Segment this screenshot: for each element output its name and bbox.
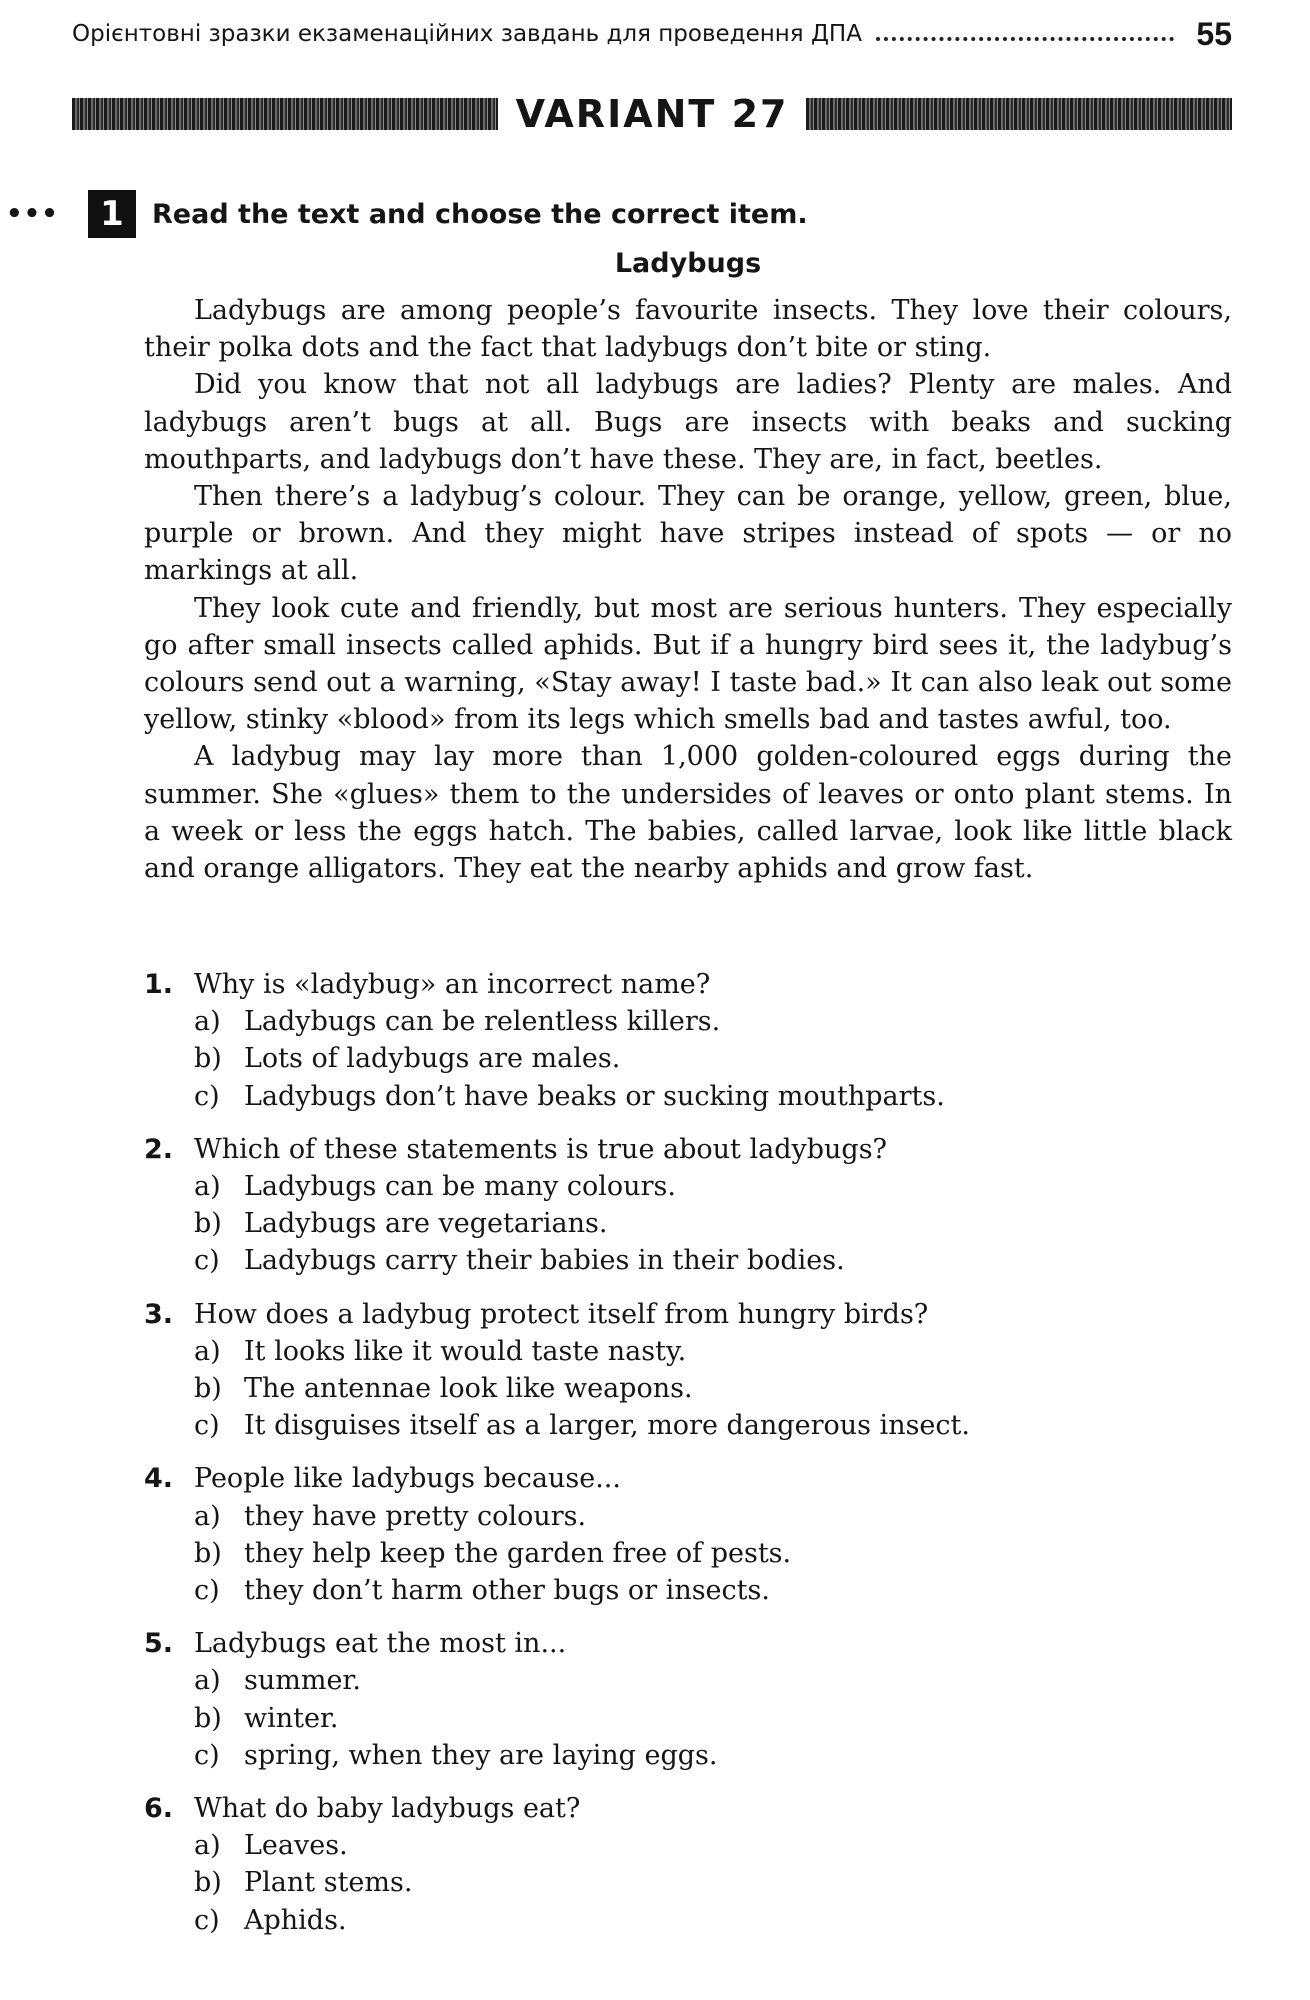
question-number: 6. <box>144 1793 174 1825</box>
option-text: they help keep the garden free of pests. <box>244 1537 792 1569</box>
answer-option[interactable] <box>144 1737 1232 1774</box>
option-text: they have pretty colours. <box>244 1500 587 1532</box>
dotted-leader <box>876 27 1174 41</box>
question-1 <box>144 966 1232 1115</box>
option-text: Ladybugs are vegetarians. <box>244 1208 608 1240</box>
banner-band-right <box>806 98 1232 130</box>
option-letter: b) <box>194 1208 222 1240</box>
answer-option[interactable] <box>144 1864 1232 1901</box>
question-number: 1. <box>144 969 174 1000</box>
reading-passage <box>144 292 1232 887</box>
answer-option[interactable] <box>144 1407 1232 1444</box>
question-number: 3. <box>144 1298 174 1330</box>
question-text: Which of these statements is true about ladybugs? <box>194 1133 888 1165</box>
question-number: 4. <box>144 1463 174 1495</box>
answer-option[interactable] <box>144 1242 1232 1279</box>
option-letter: b) <box>194 1373 222 1405</box>
task-dots-icon: ••• <box>6 199 59 229</box>
option-text: they don’t harm other bugs or insects. <box>244 1575 770 1607</box>
option-letter: c) <box>194 1904 220 1936</box>
option-text: The antennae look like weapons. <box>244 1373 693 1405</box>
option-letter: a) <box>194 1830 221 1862</box>
option-text: Plant stems. <box>244 1867 413 1899</box>
option-letter: a) <box>194 1665 221 1697</box>
answer-option[interactable] <box>144 1572 1232 1609</box>
answer-option[interactable] <box>144 1370 1232 1407</box>
page-number: 55 <box>1196 15 1232 52</box>
paragraph: Ladybugs are among people’s favourite insects. They love their colours, their polka dots and the fact that ladybugs don’t bite or sting. <box>144 295 1232 364</box>
answer-option[interactable] <box>144 1535 1232 1572</box>
option-text: Aphids. <box>244 1904 347 1936</box>
question-text: People like ladybugs because... <box>194 1463 621 1495</box>
option-letter: a) <box>194 1335 221 1367</box>
answer-option[interactable] <box>144 1902 1232 1939</box>
answer-option[interactable] <box>144 1498 1232 1535</box>
option-letter: b) <box>194 1702 222 1734</box>
option-text: Ladybugs can be relentless killers. <box>244 1006 721 1038</box>
question-5 <box>144 1625 1232 1774</box>
option-letter: c) <box>194 1245 220 1277</box>
option-text: Ladybugs don’t have beaks or sucking mouthparts. <box>244 1080 945 1112</box>
option-letter: c) <box>194 1080 220 1112</box>
question-4 <box>144 1460 1232 1609</box>
option-letter: a) <box>194 1500 221 1532</box>
option-letter: b) <box>194 1043 222 1075</box>
option-letter: c) <box>194 1410 220 1442</box>
option-letter: a) <box>194 1171 221 1203</box>
paragraph: Then there’s a ladybug’s colour. They can be orange, yellow, green, blue, purple or brown. And they might have stripes instead of spots — or no markings at all. <box>144 481 1232 587</box>
option-letter: a) <box>194 1006 221 1038</box>
variant-title: VARIANT 27 <box>515 92 789 136</box>
answer-option[interactable] <box>144 1827 1232 1864</box>
question-list <box>144 966 1232 1955</box>
question-text: Ladybugs eat the most in... <box>194 1628 567 1660</box>
question-6 <box>144 1790 1232 1939</box>
answer-option[interactable] <box>144 1333 1232 1370</box>
answer-option[interactable] <box>144 1168 1232 1205</box>
option-text: summer. <box>244 1665 361 1697</box>
task-number-badge: 1 <box>88 190 136 238</box>
option-letter: c) <box>194 1739 220 1771</box>
paragraph: They look cute and friendly, but most are serious hunters. They especially go after small insects called aphids. But if a hungry bird sees it, the ladybug’s colours send out a warning, «Stay away! I taste bad.» It can also leak out some yellow, stinky «blood» from its legs which smells bad and tastes awful, too. <box>144 592 1232 736</box>
text-title: Ladybugs <box>614 248 762 279</box>
option-text: winter. <box>244 1702 339 1734</box>
task-heading <box>0 186 1232 242</box>
paragraph: Did you know that not all ladybugs are ladies? Plenty are males. And ladybugs aren’t bugs at all. Bugs are insects with beaks and sucking mouthparts, and ladybugs don’t have these. They are, in fact, beetles. <box>144 369 1232 475</box>
answer-option[interactable] <box>144 1003 1232 1040</box>
answer-option[interactable] <box>144 1040 1232 1077</box>
answer-option[interactable] <box>144 1205 1232 1242</box>
question-text: What do baby ladybugs eat? <box>194 1793 581 1825</box>
answer-option[interactable] <box>144 1078 1232 1115</box>
option-letter: b) <box>194 1537 222 1569</box>
question-text: Why is «ladybug» an incorrect name? <box>194 969 711 1000</box>
running-header <box>72 14 1232 54</box>
option-text: It looks like it would taste nasty. <box>244 1335 687 1367</box>
answer-option[interactable] <box>144 1700 1232 1737</box>
running-title: Орієнтовні зразки екзаменаційних завдань для проведення ДПА <box>72 21 862 47</box>
banner-band-left <box>72 98 498 130</box>
task-instruction: Read the text and choose the correct item. <box>152 198 808 230</box>
option-text: Lots of ladybugs are males. <box>244 1043 621 1075</box>
option-text: Ladybugs can be many colours. <box>244 1171 676 1203</box>
option-letter: c) <box>194 1575 220 1607</box>
option-text: Leaves. <box>244 1830 348 1862</box>
question-number: 5. <box>144 1628 174 1660</box>
answer-option[interactable] <box>144 1662 1232 1699</box>
question-3 <box>144 1296 1232 1445</box>
question-2 <box>144 1131 1232 1280</box>
option-text: It disguises itself as a larger, more dangerous insect. <box>244 1410 970 1442</box>
option-text: spring, when they are laying eggs. <box>244 1739 718 1771</box>
option-letter: b) <box>194 1867 222 1899</box>
question-text: How does a ladybug protect itself from hungry birds? <box>194 1298 929 1330</box>
variant-banner <box>72 90 1232 138</box>
question-number: 2. <box>144 1133 174 1165</box>
option-text: Ladybugs carry their babies in their bodies. <box>244 1245 845 1277</box>
paragraph: A ladybug may lay more than 1,000 golden-coloured eggs during the summer. She «glues» them to the undersides of leaves or onto plant stems. In a week or less the eggs hatch. The babies, called larvae, look like little black and orange alligators. They eat the nearby aphids and grow fast. <box>144 741 1232 885</box>
